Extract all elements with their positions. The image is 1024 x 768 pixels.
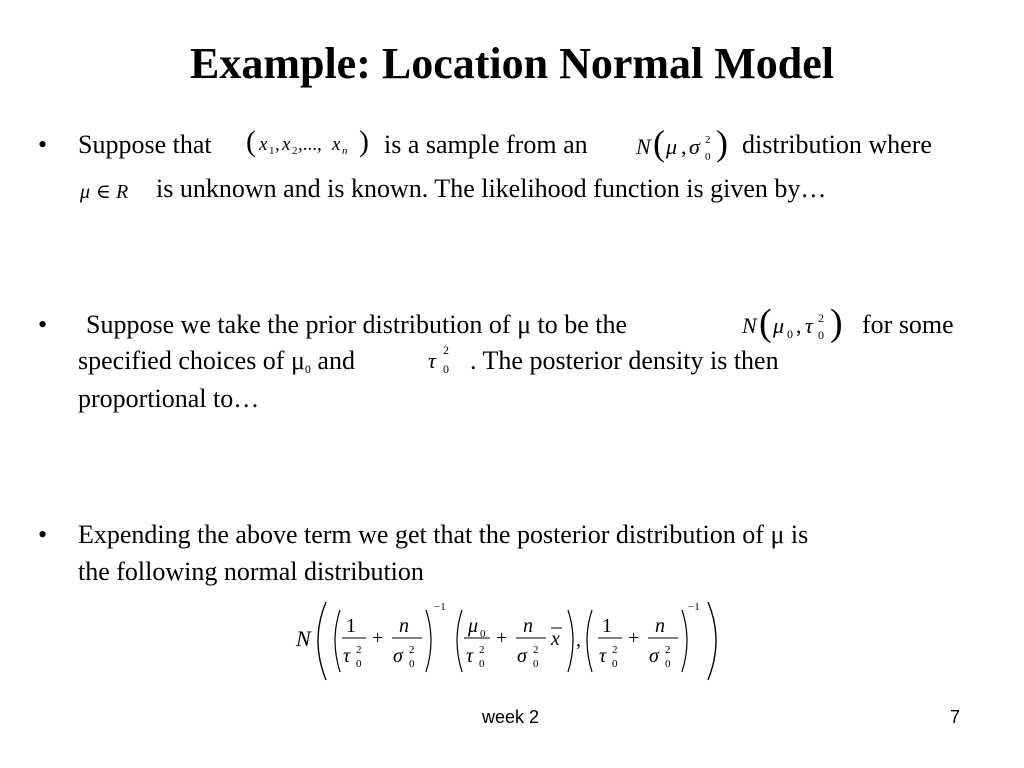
svg-text:x: x (551, 628, 560, 650)
svg-text:2: 2 (705, 134, 711, 146)
svg-text:2: 2 (292, 145, 298, 157)
svg-text:N: N (296, 626, 311, 651)
svg-text:1: 1 (346, 615, 356, 637)
bullet-2-text-line2-b: and (317, 346, 355, 375)
svg-text:2: 2 (612, 644, 618, 656)
svg-text:0: 0 (787, 327, 793, 341)
svg-text:,: , (681, 134, 687, 159)
svg-text:σ: σ (689, 134, 700, 159)
bullet-2-text-b: for some (862, 310, 954, 339)
svg-text:0: 0 (409, 658, 415, 670)
svg-text:2: 2 (818, 311, 824, 325)
posterior-formula (296, 596, 728, 686)
tau0-squared-formula (426, 340, 466, 380)
svg-text:,: , (275, 134, 280, 155)
svg-text:+: + (628, 627, 640, 649)
svg-text:2: 2 (356, 644, 362, 656)
svg-text:+: + (372, 627, 384, 649)
normal-model-formula (636, 124, 740, 166)
svg-text:): ) (830, 302, 843, 344)
svg-text:N: N (742, 313, 757, 338)
svg-text:σ: σ (517, 645, 527, 667)
svg-text:2: 2 (533, 644, 539, 656)
svg-text:n: n (342, 145, 348, 157)
mu-subscript: 0 (304, 362, 311, 376)
svg-text:0: 0 (480, 628, 486, 640)
svg-text:x: x (282, 134, 291, 155)
bullet-marker: • (38, 130, 48, 159)
svg-text:2: 2 (443, 343, 449, 357)
svg-text:0: 0 (533, 658, 539, 670)
svg-text:2: 2 (409, 644, 415, 656)
svg-text:N: N (636, 134, 651, 159)
svg-text:−1: −1 (688, 601, 700, 613)
bullet-2-text-line2 (78, 346, 355, 384)
svg-text:τ: τ (343, 645, 351, 667)
slide-title: Example: Location Normal Model (189, 39, 835, 88)
bullet-1-text-line2: is unknown and is known. The likelihood function is given by… (156, 174, 827, 203)
bullet-2-text-line2-c: . The posterior density is then (470, 346, 779, 375)
svg-text:(: ( (759, 302, 772, 344)
svg-text:τ: τ (599, 645, 607, 667)
svg-text:): ) (716, 123, 728, 163)
page-number: 7 (950, 707, 961, 727)
svg-text:μ: μ (80, 181, 91, 203)
footer-week: week 2 (482, 707, 540, 727)
bullet-marker: • (38, 310, 48, 339)
svg-text:μ: μ (666, 134, 678, 159)
bullet-1-text-c: distribution where (742, 130, 932, 159)
svg-text:,: , (576, 629, 581, 651)
svg-text:(: ( (246, 125, 256, 158)
sample-formula (246, 124, 378, 164)
svg-text:1: 1 (602, 615, 612, 637)
bullet-1-text-a: Suppose that (78, 130, 212, 159)
svg-text:x: x (259, 134, 268, 155)
bullet-3-text-line2: the following normal distribution (78, 557, 424, 586)
svg-text:0: 0 (705, 151, 711, 163)
svg-text:2: 2 (665, 644, 671, 656)
bullet-marker: • (38, 520, 48, 549)
svg-text:σ: σ (393, 645, 403, 667)
svg-text:,: , (796, 313, 802, 338)
svg-text:μ: μ (468, 615, 479, 637)
svg-text:0: 0 (818, 328, 824, 342)
svg-text:τ: τ (805, 313, 813, 338)
svg-text:2: 2 (479, 644, 485, 656)
svg-text:n: n (655, 615, 665, 637)
svg-text:R: R (116, 181, 129, 203)
prior-formula (742, 302, 854, 346)
svg-text:τ: τ (428, 348, 436, 373)
svg-text:n: n (523, 615, 533, 637)
bullet-1-text-b: is a sample from an (384, 130, 588, 159)
svg-text:x: x (332, 134, 341, 155)
svg-text:,...,: ,..., (298, 134, 322, 155)
svg-text:0: 0 (443, 362, 449, 376)
svg-text:+: + (496, 627, 508, 649)
svg-text:1: 1 (269, 145, 275, 157)
svg-text:(: ( (653, 123, 665, 163)
svg-text:∈: ∈ (96, 181, 111, 203)
svg-text:μ: μ (773, 313, 785, 338)
svg-text:0: 0 (479, 658, 485, 670)
mu-in-r-formula (80, 176, 150, 206)
svg-text:0: 0 (356, 658, 362, 670)
svg-text:0: 0 (665, 658, 671, 670)
bullet-2-text-a: Suppose we take the prior distribution of μ to be the (86, 310, 628, 339)
svg-text:0: 0 (612, 658, 618, 670)
svg-text:σ: σ (649, 645, 659, 667)
bullet-3-text-line1: Expending the above term we get that the posterior distribution of μ is (78, 520, 809, 549)
svg-text:τ: τ (466, 645, 474, 667)
svg-text:n: n (399, 615, 409, 637)
bullet-2-text-line2-a: specified choices of μ (78, 346, 305, 375)
svg-text:−1: −1 (434, 601, 446, 613)
bullet-2-text-line3: proportional to… (78, 384, 260, 413)
svg-text:): ) (359, 125, 369, 158)
